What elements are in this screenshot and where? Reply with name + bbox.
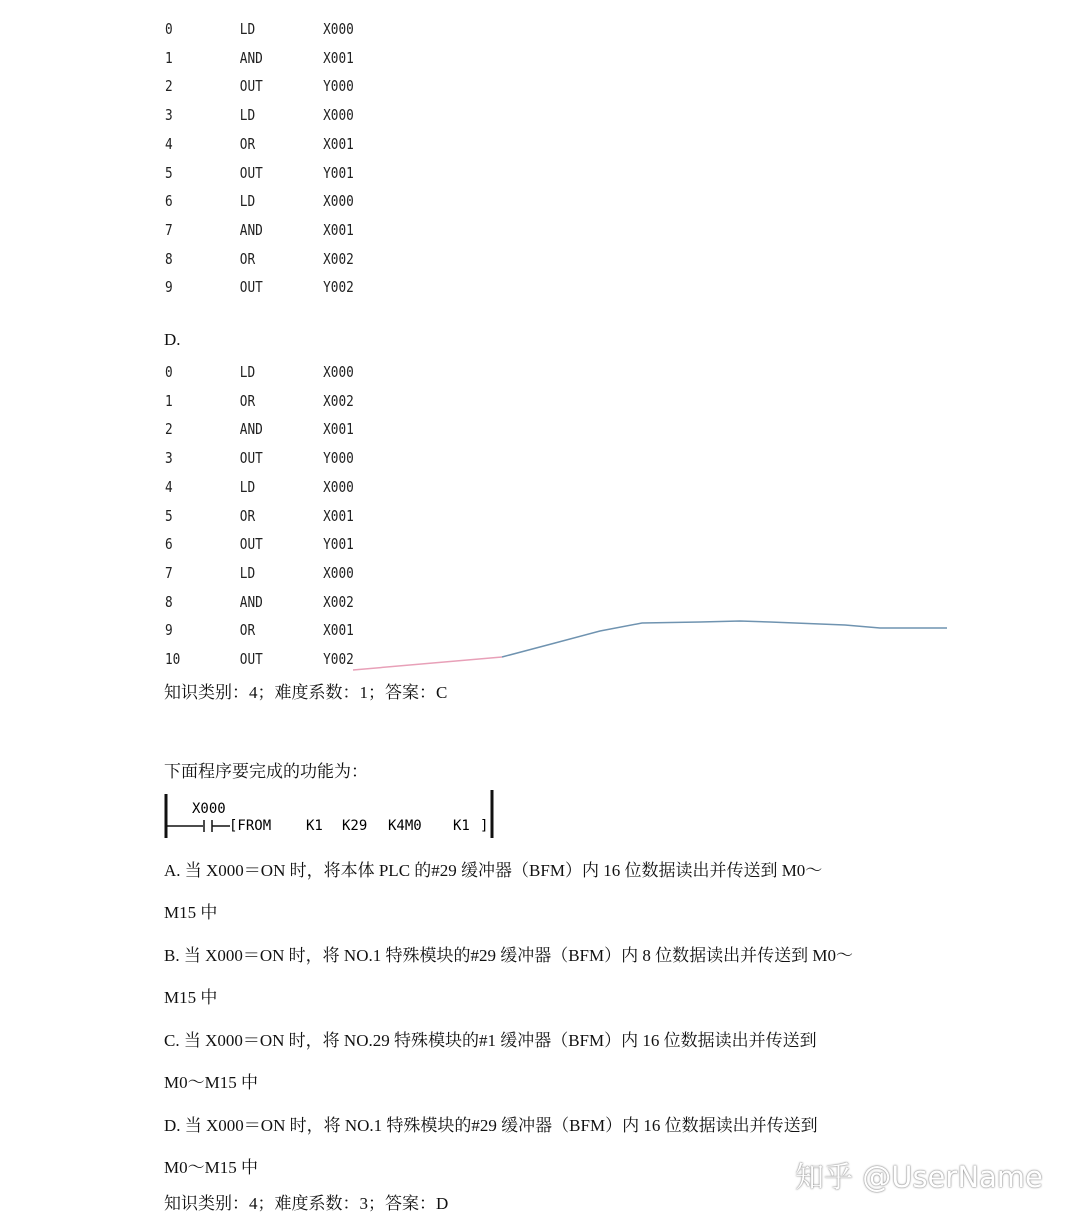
ladder-operand-3: K4M0 xyxy=(388,818,422,834)
step: 4 xyxy=(165,134,173,153)
option-a-line2: M15 中 xyxy=(164,903,218,922)
opcode: AND xyxy=(239,420,263,439)
opcode: LD xyxy=(239,192,256,211)
operand: X000 xyxy=(323,477,354,496)
opcode: LD xyxy=(239,106,256,125)
opcode: LD xyxy=(239,477,256,496)
operand: X000 xyxy=(323,192,354,211)
opcode: OUT xyxy=(239,650,263,668)
q1-meta: 知识类别：4；难度系数：1；答案：C xyxy=(164,683,448,702)
operand: Y001 xyxy=(323,163,354,182)
operand: X002 xyxy=(323,592,354,611)
step: 3 xyxy=(165,106,173,125)
operand: X002 xyxy=(323,249,354,268)
option-d-label: D. xyxy=(164,330,181,349)
option-b-line2: M15 中 xyxy=(164,988,218,1007)
ladder-contact-label: X000 xyxy=(192,801,226,817)
option-c-line2: M0～M15 中 xyxy=(164,1073,258,1092)
operand: Y002 xyxy=(323,278,354,297)
opcode: OR xyxy=(239,134,256,153)
step: 8 xyxy=(165,249,173,268)
step: 7 xyxy=(165,563,173,582)
operand: X001 xyxy=(323,220,354,239)
option-d-line1: D. 当 X000＝ON 时，将 NO.1 特殊模块的#29 缓冲器（BFM）内 16 位数据读出并传送到 xyxy=(164,1116,818,1135)
operand: X000 xyxy=(323,363,354,381)
option-a-line1: A. 当 X000＝ON 时，将本体 PLC 的#29 缓冲器（BFM）内 16 位数据读出并传送到 M0～ xyxy=(164,861,823,880)
step: 5 xyxy=(165,163,173,182)
opcode: LD xyxy=(239,20,256,38)
ladder-operand-1: K1 xyxy=(306,818,323,834)
step: 8 xyxy=(165,592,173,611)
opcode: OR xyxy=(239,249,256,268)
operand: Y000 xyxy=(323,449,354,468)
opcode: OUT xyxy=(239,163,263,182)
step: 0 xyxy=(165,363,173,381)
step: 2 xyxy=(165,77,173,96)
operand: X000 xyxy=(323,106,354,125)
operand: X001 xyxy=(323,48,354,67)
operand: X001 xyxy=(323,621,354,640)
opcode: OUT xyxy=(239,77,263,96)
step: 1 xyxy=(165,391,173,410)
ladder-operand-4: K1 xyxy=(453,818,470,834)
operand: X000 xyxy=(323,20,354,38)
operand: Y001 xyxy=(323,535,354,554)
operand: Y002 xyxy=(323,650,354,668)
opcode: LD xyxy=(239,563,256,582)
ladder-operand-2: K29 xyxy=(342,818,368,834)
opcode: AND xyxy=(239,592,263,611)
opcode: LD xyxy=(239,363,256,381)
step: 9 xyxy=(165,278,173,297)
opcode: OR xyxy=(239,506,256,525)
step: 7 xyxy=(165,220,173,239)
step: 3 xyxy=(165,449,173,468)
operand: X000 xyxy=(323,563,354,582)
step: 1 xyxy=(165,48,173,67)
ladder-instruction: [FROM xyxy=(229,818,272,834)
option-b-line1: B. 当 X000＝ON 时，将 NO.1 特殊模块的#29 缓冲器（BFM）内 8 位数据读出并传送到 M0～ xyxy=(164,946,853,965)
watermark: 知乎 @UserName xyxy=(795,1160,1043,1194)
opcode: AND xyxy=(239,48,263,67)
operand: X001 xyxy=(323,506,354,525)
step: 6 xyxy=(165,535,173,554)
opcode: OR xyxy=(239,391,256,410)
option-c-line1: C. 当 X000＝ON 时，将 NO.29 特殊模块的#1 缓冲器（BFM）内 16 位数据读出并传送到 xyxy=(164,1031,817,1050)
option-d-line2: M0～M15 中 xyxy=(164,1158,258,1177)
step: 10 xyxy=(165,650,181,668)
step: 2 xyxy=(165,420,173,439)
step: 6 xyxy=(165,192,173,211)
ladder-diagram xyxy=(160,790,500,840)
opcode: AND xyxy=(239,220,263,239)
q2-meta: 知识类别：4；难度系数：3；答案：D xyxy=(164,1194,449,1213)
operand: X002 xyxy=(323,391,354,410)
operand: X001 xyxy=(323,420,354,439)
step: 9 xyxy=(165,621,173,640)
q2-stem: 下面程序要完成的功能为： xyxy=(164,762,368,781)
step: 4 xyxy=(165,477,173,496)
opcode: OUT xyxy=(239,278,263,297)
step: 0 xyxy=(165,20,173,38)
opcode: OR xyxy=(239,621,256,640)
operand: X001 xyxy=(323,134,354,153)
step: 5 xyxy=(165,506,173,525)
operand: Y000 xyxy=(323,77,354,96)
ladder-end-bracket: ] xyxy=(480,818,489,834)
opcode: OUT xyxy=(239,449,263,468)
opcode: OUT xyxy=(239,535,263,554)
